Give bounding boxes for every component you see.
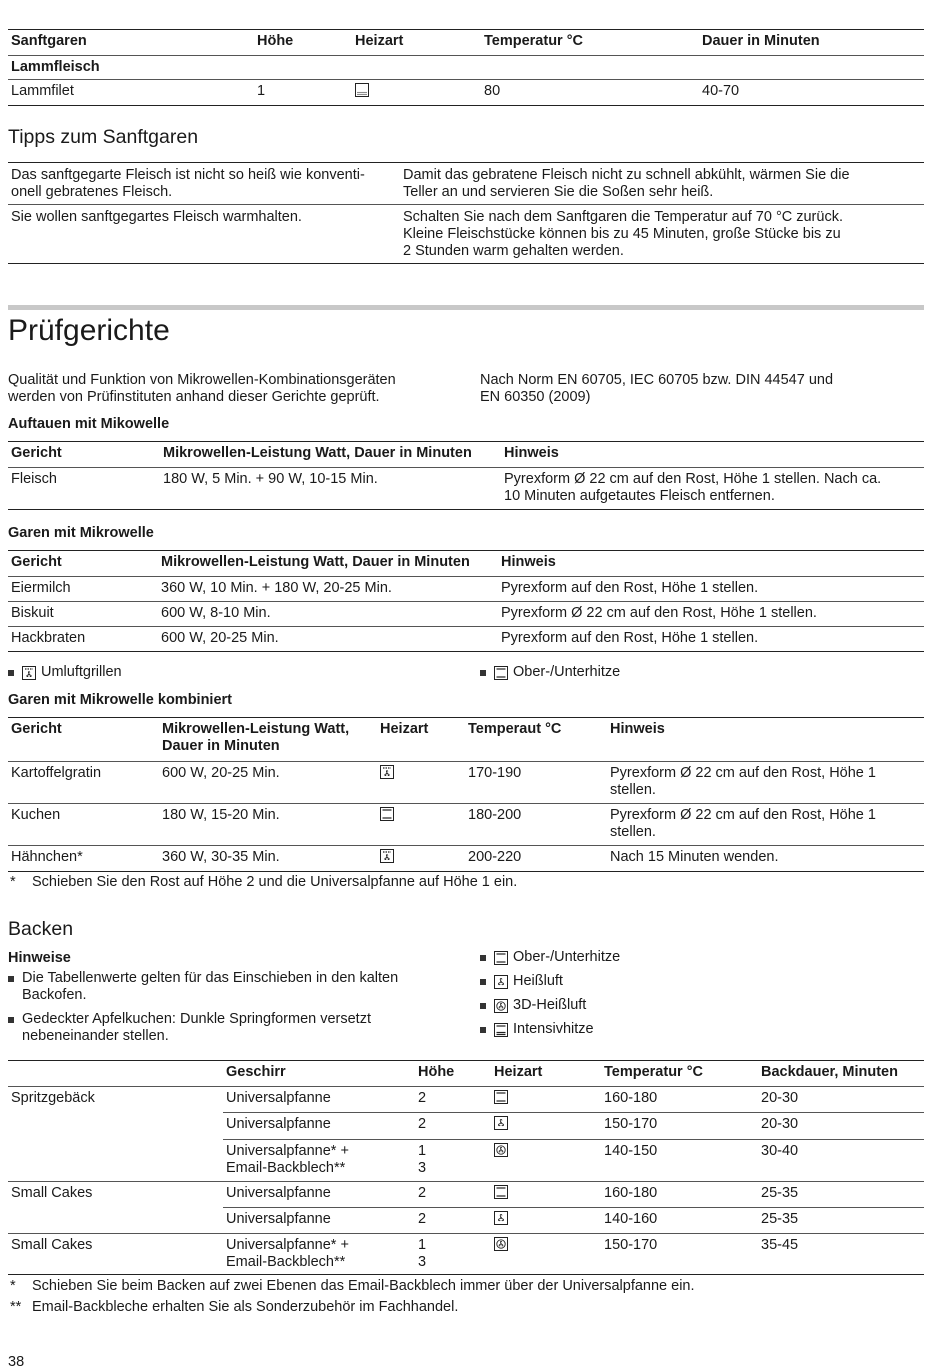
col-header: Gericht — [11, 721, 62, 737]
col-header: Hinweis — [504, 445, 559, 461]
table-cell: 2 — [415, 1113, 491, 1140]
tip-solution: Damit das gebratene Fleisch nicht zu schnell abkühlt, wärmen Sie die Teller an und servieren Sie die Soßen sehr heiß. — [403, 167, 850, 200]
legend-item — [480, 664, 620, 681]
heissluft-icon — [494, 975, 508, 989]
table-cell: 1 3 — [418, 1143, 427, 1176]
table-cell: 200-220 — [468, 849, 522, 865]
subsection-title: Garen mit Mikrowelle — [8, 525, 154, 541]
subsection-title: Garen mit Mikrowelle kombiniert — [8, 692, 232, 708]
legend-label: Ober-/Unterhitze — [513, 949, 621, 965]
section-title: Backen — [8, 918, 74, 940]
section-title: Tipps zum Sanftgaren — [8, 126, 199, 148]
table-cell: 80 — [484, 83, 501, 99]
col-header: Geschirr — [226, 1064, 286, 1080]
table-cell: 140-150 — [604, 1143, 658, 1159]
tips-table — [8, 162, 924, 264]
sanftgaren-table — [8, 29, 924, 106]
legend-item — [480, 997, 586, 1014]
table-cell: Nach 15 Minuten wenden. — [610, 849, 779, 865]
legend-label: 3D-Heißluft — [513, 997, 587, 1013]
footnote — [10, 874, 517, 891]
footnote-text: Email-Backbleche erhalten Sie als Sonderzubehör im Fachhandel. — [32, 1299, 459, 1315]
section-divider — [8, 305, 924, 310]
table-cell: 160-180 — [601, 1182, 758, 1208]
footnote-text: Schieben Sie den Rost auf Höhe 2 und die Universalpfanne auf Höhe 1 ein. — [32, 874, 518, 890]
table-cell: 20-30 — [758, 1087, 924, 1113]
table-cell: Small Cakes — [11, 1237, 93, 1253]
table-cell: 600 W, 20-25 Min. — [162, 765, 280, 781]
table-cell: Biskuit — [11, 605, 54, 621]
table-cell: 170-190 — [468, 765, 522, 781]
table-cell: 2 — [415, 1087, 491, 1113]
intro-left: Qualität und Funktion von Mikrowellen-Kombinationsgeräten werden von Prüfinstituten anhand dieser Gerichte geprüft. — [8, 372, 396, 405]
tip-solution: Schalten Sie nach dem Sanftgaren die Temperatur auf 70 °C zurück. Kleine Fleischstücke können bis zu 45 Minuten, große Stücke bis zu 2 Stunden warm gehalten werden. — [403, 209, 843, 259]
ober-unterhitze-icon — [380, 807, 394, 821]
col-header: Mikrowellen-Leistung Watt, Dauer in Minuten — [162, 721, 350, 754]
kombi-table — [8, 717, 924, 872]
table-cell — [8, 1140, 223, 1182]
col-header: Sanftgaren — [11, 33, 87, 49]
3d-heissluft-icon — [494, 999, 508, 1013]
bullet-square — [480, 1027, 486, 1033]
intensivhitze-icon — [494, 1023, 508, 1037]
table-cell: 360 W, 30-35 Min. — [162, 849, 280, 865]
footnote-mark: * — [10, 1278, 16, 1294]
legend-item — [480, 973, 563, 990]
table-cell: Pyrexform Ø 22 cm auf den Rost, Höhe 1 stellen. — [610, 807, 876, 840]
table-cell: 140-160 — [604, 1211, 658, 1227]
table-cell: 30-40 — [761, 1143, 799, 1159]
col-header: Gericht — [11, 445, 62, 461]
3d-heissluft-icon — [494, 1237, 508, 1251]
table-cell: 35-45 — [761, 1237, 799, 1253]
hint-bullet: Gedeckter Apfelkuchen: Dunkle Springformen versetzt nebeneinander stellen. — [8, 1011, 371, 1045]
col-header: Backdauer, Minuten — [761, 1064, 898, 1080]
col-header: Mikrowellen-Leistung Watt, Dauer in Minuten — [161, 554, 470, 570]
legend-label: Umluftgrillen — [41, 664, 122, 680]
table-cell: 150-170 — [604, 1237, 658, 1253]
table-cell: Small Cakes — [11, 1185, 93, 1201]
col-header: Dauer in Minuten — [702, 33, 820, 49]
table-cell: Hackbraten — [11, 630, 86, 646]
hinweise-title: Hinweise — [8, 950, 71, 966]
bullet-square — [480, 1003, 486, 1009]
ober-unterhitze-icon — [494, 1185, 508, 1199]
table-cell: 160-180 — [601, 1087, 758, 1113]
garen-table — [8, 550, 924, 652]
table-cell: Universalpfanne — [223, 1113, 415, 1140]
table-cell: Spritzgebäck — [11, 1090, 95, 1106]
col-header — [8, 1061, 223, 1087]
table-cell: Pyrexform Ø 22 cm auf den Rost, Höhe 1 stellen. — [610, 765, 876, 798]
heissluft-icon — [494, 1116, 508, 1130]
footnote — [10, 1278, 695, 1295]
footnote-mark: ** — [10, 1299, 22, 1315]
table-cell: Universalpfanne* + Email-Backblech** — [226, 1237, 349, 1270]
table-cell: Pyrexform Ø 22 cm auf den Rost, Höhe 1 stellen. — [501, 605, 817, 621]
ober-unterhitze-icon — [494, 1090, 508, 1104]
hint-bullet: Die Tabellenwerte gelten für das Einschieben in den kalten Backofen. — [8, 970, 398, 1004]
table-cell: 25-35 — [758, 1182, 924, 1208]
table-cell: 1 — [257, 83, 266, 99]
intro-right: Nach Norm EN 60705, IEC 60705 bzw. DIN 44547 und EN 60350 (2009) — [480, 372, 834, 405]
page-number: 38 — [8, 1354, 25, 1370]
col-header: Höhe — [257, 33, 294, 49]
bullet-square — [8, 670, 14, 676]
table-cell: 25-35 — [761, 1211, 799, 1227]
table-cell: Universalpfanne — [226, 1211, 331, 1227]
table-cell — [8, 1113, 223, 1140]
group-label: Lammfleisch — [11, 59, 100, 75]
bullet-square — [480, 670, 486, 676]
heissluft-icon — [494, 1211, 508, 1225]
bullet-square — [480, 955, 486, 961]
table-cell: 360 W, 10 Min. + 180 W, 20-25 Min. — [161, 580, 392, 596]
table-cell — [8, 1208, 223, 1234]
backen-table — [8, 1060, 924, 1275]
table-cell: 180 W, 5 Min. + 90 W, 10-15 Min. — [163, 471, 378, 487]
table-cell: Lammfilet — [11, 83, 74, 99]
tip-problem: Das sanftgegarte Fleisch ist nicht so heiß wie konventi- onell gebratenes Fleisch. — [11, 167, 365, 200]
table-cell: Pyrexform auf den Rost, Höhe 1 stellen. — [501, 630, 759, 646]
umluftgrillen-icon — [380, 765, 394, 779]
ober-unterhitze-icon — [494, 951, 508, 965]
umluftgrillen-icon — [380, 849, 394, 863]
legend-label: Intensivhitze — [513, 1021, 594, 1037]
table-cell: Pyrexform auf den Rost, Höhe 1 stellen. — [501, 580, 759, 596]
table-cell: 2 — [415, 1182, 491, 1208]
col-header: Hinweis — [501, 554, 556, 570]
subsection-title: Auftauen mit Mikowelle — [8, 416, 170, 432]
table-cell: 40-70 — [702, 83, 740, 99]
table-cell: 1 3 — [418, 1237, 427, 1270]
footnote-text: Schieben Sie beim Backen auf zwei Ebenen das Email-Backblech immer über der Universalpfanne ein. — [32, 1278, 695, 1294]
col-header: Gericht — [11, 554, 62, 570]
legend-item — [480, 949, 620, 966]
col-header: Heizart — [494, 1064, 543, 1080]
legend-item — [480, 1021, 594, 1038]
page-title: Prüfgerichte — [8, 314, 170, 347]
table-cell: 2 — [418, 1211, 427, 1227]
tip-problem: Sie wollen sanftgegartes Fleisch warmhalten. — [11, 209, 302, 225]
table-cell: Hähnchen* — [11, 849, 83, 865]
table-cell: 600 W, 8-10 Min. — [161, 605, 271, 621]
table-cell: 180 W, 15-20 Min. — [162, 807, 280, 823]
table-cell: Pyrexform Ø 22 cm auf den Rost, Höhe 1 stellen. Nach ca. 10 Minuten aufgetautes Fleisch entfernen. — [504, 471, 882, 504]
bullet-square — [480, 979, 486, 985]
table-cell: Universalpfanne* + Email-Backblech** — [226, 1143, 349, 1176]
col-header: Hinweis — [610, 721, 665, 737]
table-cell: Eiermilch — [11, 580, 71, 596]
footnote-mark: * — [10, 874, 16, 890]
col-header: Temperatur °C — [604, 1064, 703, 1080]
legend-item — [8, 664, 122, 681]
table-cell: 20-30 — [758, 1113, 924, 1140]
table-cell: Fleisch — [11, 471, 57, 487]
col-header: Temperatur °C — [484, 33, 583, 49]
table-cell: 150-170 — [601, 1113, 758, 1140]
sanftgaren-icon — [355, 83, 369, 97]
col-header: Heizart — [380, 721, 429, 737]
footnote — [10, 1299, 458, 1316]
table-cell: Kartoffelgratin — [11, 765, 102, 781]
table-cell: 600 W, 20-25 Min. — [161, 630, 279, 646]
col-header: Heizart — [355, 33, 404, 49]
umluftgrillen-icon — [22, 666, 36, 680]
table-cell: Universalpfanne — [223, 1182, 415, 1208]
col-header: Mikrowellen-Leistung Watt, Dauer in Minuten — [163, 445, 472, 461]
table-cell: 180-200 — [468, 807, 522, 823]
col-header: Höhe — [418, 1064, 455, 1080]
col-header: Temperaut °C — [468, 721, 562, 737]
ober-unterhitze-icon — [494, 666, 508, 680]
3d-heissluft-icon — [494, 1143, 508, 1157]
auftauen-table — [8, 441, 924, 510]
legend-label: Heißluft — [513, 973, 563, 989]
table-cell: Kuchen — [11, 807, 61, 823]
table-cell: Universalpfanne — [223, 1087, 415, 1113]
legend-label: Ober-/Unterhitze — [513, 664, 621, 680]
